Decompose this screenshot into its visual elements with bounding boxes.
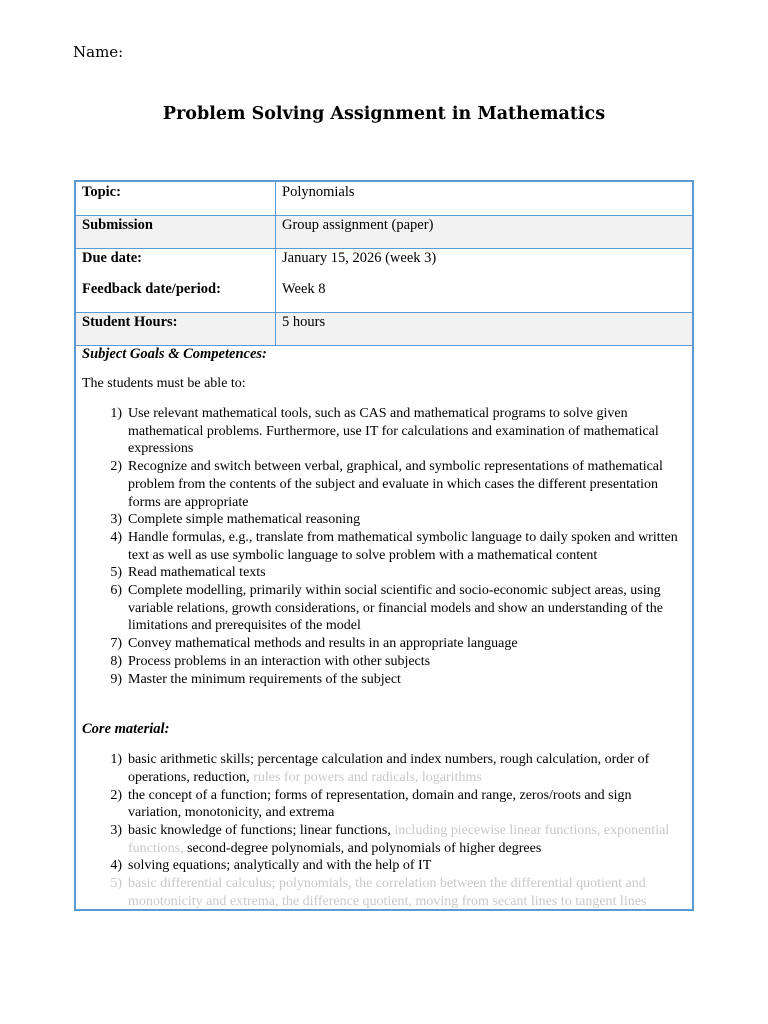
core-heading: Core material: [82, 721, 170, 738]
list-item: 8) Process problems in an interaction with other subjects [110, 653, 431, 669]
list-item: 6) Complete modelling, primarily within social scientific and socio-economic subject areas, using variable relations, growth considerations, or financial models and show an understanding of the limitations and prerequisites of the model [110, 583, 663, 634]
column-divider [275, 182, 276, 346]
list-item: 2) Recognize and switch between verbal, graphical, and symbolic representations of mathematical problem from the contents of the subject and evaluate in which cases the different presentation forms are appropriate [110, 459, 663, 510]
list-item: 7) Convey mathematical methods and results in an appropriate language [110, 636, 518, 652]
topic-row [76, 182, 692, 216]
submission-label: Submission [82, 217, 153, 233]
list-item: 5) basic differential calculus; polynomials, the correlation between the differential quotient and monotonicity and extrema, the difference quotient, moving from secant lines to tangent lines [110, 876, 647, 909]
hours-label: Student Hours: [82, 314, 178, 330]
hours-value: 5 hours [282, 314, 326, 330]
list-item: 4) solving equations; analytically and with the help of IT [110, 858, 432, 874]
feedback-label: Feedback date/period: [82, 281, 221, 297]
core-list [82, 751, 686, 910]
list-item: 9) Master the minimum requirements of the subject [110, 671, 401, 687]
dates-row [76, 249, 692, 313]
topic-value: Polynomials [282, 184, 355, 200]
goals-heading: Subject Goals & Competences: [82, 346, 267, 362]
list-item: 3) Complete simple mathematical reasoning [110, 512, 361, 528]
list-item: 4) Handle formulas, e.g., translate from mathematical symbolic language to daily spoken and written text as well as use symbolic language to solve problem with a mathematical content [110, 529, 678, 563]
list-item: 5) Read mathematical texts [110, 565, 266, 581]
feedback-value: Week 8 [282, 281, 326, 297]
list-item: 2) the concept of a function; forms of representation, domain and range, zeros/roots and sign variation, monotonicity, and extrema [110, 787, 632, 821]
assignment-table [74, 180, 694, 911]
due-date-label: Due date: [82, 250, 143, 266]
page-title: Problem Solving Assignment in Mathematics [162, 104, 606, 124]
due-date-value: January 15, 2026 (week 3) [282, 250, 437, 266]
list-item: 1) Use relevant mathematical tools, such as CAS and mathematical programs to solve given mathematical problems. Furthermore, use IT for calculations and examination of mathematical expressions [110, 406, 659, 457]
submission-value: Group assignment (paper) [282, 217, 434, 233]
submission-row [76, 216, 692, 249]
goals-section [82, 346, 686, 911]
goals-intro: The students must be able to: [82, 376, 246, 391]
list-item: 3) basic knowledge of functions; linear functions, including piecewise linear functions, exponential functions, second-degree polynomials, and polynomials of higher degrees [110, 823, 670, 856]
topic-label: Topic: [82, 184, 121, 200]
name-label: Name: [73, 43, 124, 61]
list-item: 1) basic arithmetic skills; percentage calculation and index numbers, rough calculation, order of operations, reduction, rules for powers and radicals, logarithms [110, 752, 650, 785]
hours-row [76, 313, 692, 346]
goals-list [82, 405, 686, 688]
